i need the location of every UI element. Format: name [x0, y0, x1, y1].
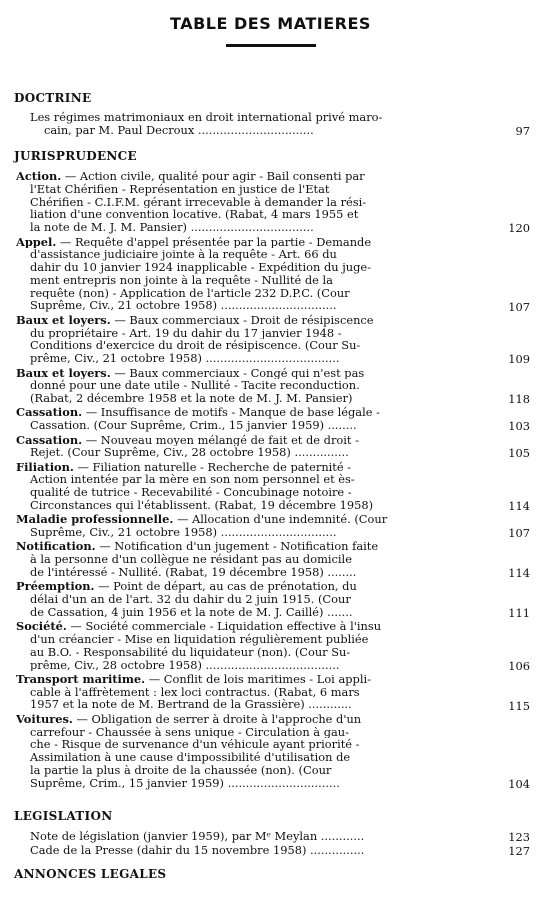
entry-line: cain, par M. Paul Decroux ................................ — [44, 123, 314, 137]
entry-line: Rejet. (Cour Suprême, Civ., 28 octobre 1958) ............... — [30, 446, 349, 460]
entry-keyword: Notification. — [16, 540, 96, 554]
entry-text: — Baux commerciaux - Droit de résipiscence — [110, 313, 374, 327]
entry-text: — Nouveau moyen mélangé de fait et de droit - — [82, 433, 359, 447]
entry-line — [16, 513, 514, 526]
entry-line: de Cassation, 4 juin 1956 et la note de M. J. Caillé) ....... — [30, 605, 353, 619]
page-number: 115 — [508, 698, 530, 713]
page-number: 97 — [515, 124, 530, 138]
entry-line: Suprême, Crim., 15 janvier 1959) ............................... — [30, 776, 340, 790]
entry-text: — Requête d'appel présentée par la partie - Demande — [56, 235, 372, 249]
entry-text: — Conflit de lois maritimes - Loi appli- — [145, 672, 371, 686]
entry-line: Suprême, Civ., 21 octobre 1958) ................................ — [30, 299, 337, 313]
entry-line: de l'intéressé - Nullité. (Rabat, 19 décembre 1958) ........ — [30, 565, 357, 579]
page-number: 106 — [508, 658, 530, 673]
entry-line: d'assistance judiciaire jointe à la requête - Art. 66 du — [30, 248, 337, 262]
entry-line — [16, 713, 514, 726]
entry-line: che - Risque de survenance d'un véhicule ayant priorité - — [30, 738, 360, 752]
entry-line: délai d'un an de l'art. 32 du dahir du 2 juin 1915. (Cour — [30, 593, 351, 606]
entry-line: (Rabat, 2 décembre 1958 et la note de M. J. M. Pansier) — [30, 392, 353, 405]
entry-line: 1957 et la note de M. Bertrand de la Grassière) ............ — [30, 698, 352, 712]
entry-keyword: Préemption. — [16, 580, 95, 594]
entry-line: Cade de la Presse (dahir du 15 novembre 1958) ............... — [30, 844, 365, 857]
entry-line: requête (non) - Application de l'article 232 D.P.C. (Cour — [30, 286, 350, 300]
entry-line: donné pour une date utile - Nullité - Tacite reconduction. — [30, 379, 360, 393]
page-number: 114 — [508, 499, 530, 513]
page-number: 120 — [508, 221, 530, 236]
entry-line: Assimilation à une cause d'impossibilité d'utilisation de — [30, 751, 351, 764]
entry-line: à la personne d'un collègue ne résidant pas au domicile — [30, 553, 352, 566]
entry-text: — Société commerciale - Liquidation effective à l'insu — [66, 620, 382, 633]
entry-line — [16, 461, 514, 474]
entry-keyword: Voitures. — [16, 712, 73, 726]
entry-line: Conditions d'exercice du droit de résipiscence. (Cour Su- — [30, 339, 361, 353]
entry-line: d'un créancier - Mise en liquidation régulièrement publiée — [30, 632, 369, 646]
entry-text: — Insuffisance de motifs - Manque de base légale - — [82, 406, 380, 420]
entry-line — [16, 170, 514, 183]
title-underline — [226, 44, 316, 47]
page-number: 111 — [508, 605, 530, 620]
entry-line: liation d'une convention locative. (Rabat, 4 mars 1955 et — [30, 208, 359, 222]
entry-line: du propriétaire - Art. 19 du dahir du 17 janvier 1948 - — [30, 326, 342, 340]
toc-entry-doctrine — [30, 111, 512, 137]
entry-keyword: Appel. — [16, 235, 57, 249]
toc-entry — [16, 406, 514, 432]
entry-keyword: Cassation. — [16, 433, 83, 447]
page-number: 123 — [508, 830, 530, 844]
entry-keyword: Baux et loyers. — [16, 366, 111, 380]
entry-line — [16, 580, 514, 593]
toc-entry — [16, 367, 514, 405]
entry-keyword: Baux et loyers. — [16, 313, 111, 327]
entry-line: prême, Civ., 28 octobre 1958) ..................................... — [30, 658, 340, 672]
toc-entry-legislation — [30, 830, 512, 843]
entry-text: — Action civile, qualité pour agir - Bail consenti par — [61, 170, 365, 183]
toc-entry — [16, 236, 514, 313]
entry-line: prême, Civ., 21 octobre 1958) ..................................... — [30, 352, 340, 365]
entry-line: Note de législation (janvier 1959), par Mᵉ Meylan ............ — [30, 830, 365, 843]
entry-text: — Filiation naturelle - Recherche de paternité - — [73, 460, 352, 474]
page-number: 114 — [508, 566, 530, 580]
entry-keyword: Maladie professionnelle. — [16, 513, 174, 527]
entry-line: dahir du 10 janvier 1924 inapplicable - Expédition du juge- — [30, 261, 371, 274]
entry-line: l'Etat Chérifien - Représentation en justice de l'Etat — [30, 182, 330, 196]
toc-entry — [16, 434, 514, 460]
entry-keyword: Cassation. — [16, 406, 83, 420]
entry-keyword: Société. — [16, 620, 67, 633]
entry-keyword: Filiation. — [16, 460, 74, 474]
page-number: 105 — [508, 446, 530, 461]
entry-text: — Baux commerciaux - Congé qui n'est pas — [110, 366, 365, 380]
entry-keyword: Transport maritime. — [16, 672, 146, 686]
page-number: 107 — [508, 526, 530, 541]
entry-line — [16, 540, 514, 553]
section-heading-doctrine: DOCTRINE — [14, 91, 92, 105]
entry-line: la note de M. J. M. Pansier) .................................. — [30, 221, 314, 234]
entry-keyword: Action. — [16, 170, 62, 183]
entry-line: qualité de tutrice - Recevabilité - Concubinage notoire - — [30, 486, 352, 499]
section-heading-annonces: ANNONCES LEGALES — [14, 867, 167, 881]
entry-line: Action intentée par la mère en son nom personnel et ès- — [30, 473, 355, 487]
page-number: 118 — [508, 392, 530, 407]
section-heading-jurisprudence: JURISPRUDENCE — [14, 149, 137, 163]
entry-line: Les régimes matrimoniaux en droit international privé maro- — [30, 111, 383, 124]
entry-line: la partie la plus à droite de la chaussée (non). (Cour — [30, 763, 332, 777]
page-number: 107 — [508, 299, 530, 314]
entry-line: Cassation. (Cour Suprême, Crim., 15 janvier 1959) ........ — [30, 419, 357, 432]
entry-line — [16, 673, 514, 686]
toc-entry — [16, 314, 514, 365]
toc-entry — [16, 170, 514, 234]
page-number: 104 — [508, 776, 530, 791]
toc-entry — [16, 713, 514, 790]
page-number: 103 — [508, 419, 530, 434]
entry-line: Chérifien - C.I.F.M. gérant irrecevable à demander la rési- — [30, 195, 367, 209]
entry-line — [16, 620, 514, 633]
entry-text: — Notification d'un jugement - Notification faite — [95, 540, 379, 554]
entry-line — [16, 236, 514, 249]
toc-entry-legislation — [30, 844, 512, 857]
entry-text: — Allocation d'une indemnité. (Cour — [173, 513, 388, 527]
page-title: TABLE DES MATIERES — [170, 14, 371, 33]
entry-line — [16, 367, 514, 380]
toc-entry — [16, 513, 514, 539]
entry-line: Suprême, Civ., 21 octobre 1958) ................................ — [30, 526, 337, 539]
entry-line — [16, 314, 514, 327]
entry-text: — Obligation de serrer à droite à l'approche d'un — [72, 712, 362, 726]
page-number: 127 — [508, 844, 530, 858]
page-number: 109 — [508, 352, 530, 367]
toc-entry — [16, 673, 514, 711]
entry-line: ment entrepris non jointe à la requête - Nullité de la — [30, 273, 333, 287]
entry-line: Circonstances qui l'établissent. (Rabat, 19 décembre 1958) — [30, 498, 374, 512]
entry-line: au B.O. - Responsabilité du liquidateur (non). (Cour Su- — [30, 645, 351, 659]
section-heading-legislation: LEGISLATION — [14, 809, 113, 823]
entry-text: — Point de départ, au cas de prénotation, du — [94, 580, 357, 594]
toc-entry — [16, 461, 514, 512]
entry-line: cable à l'affrètement : lex loci contractus. (Rabat, 6 mars — [30, 685, 360, 699]
toc-entry — [16, 540, 514, 578]
entry-line — [16, 434, 514, 447]
toc-entry — [16, 580, 514, 618]
entry-line — [16, 406, 514, 419]
entry-line: carrefour - Chaussée à sens unique - Circulation à gau- — [30, 725, 349, 739]
toc-entry — [16, 620, 514, 671]
